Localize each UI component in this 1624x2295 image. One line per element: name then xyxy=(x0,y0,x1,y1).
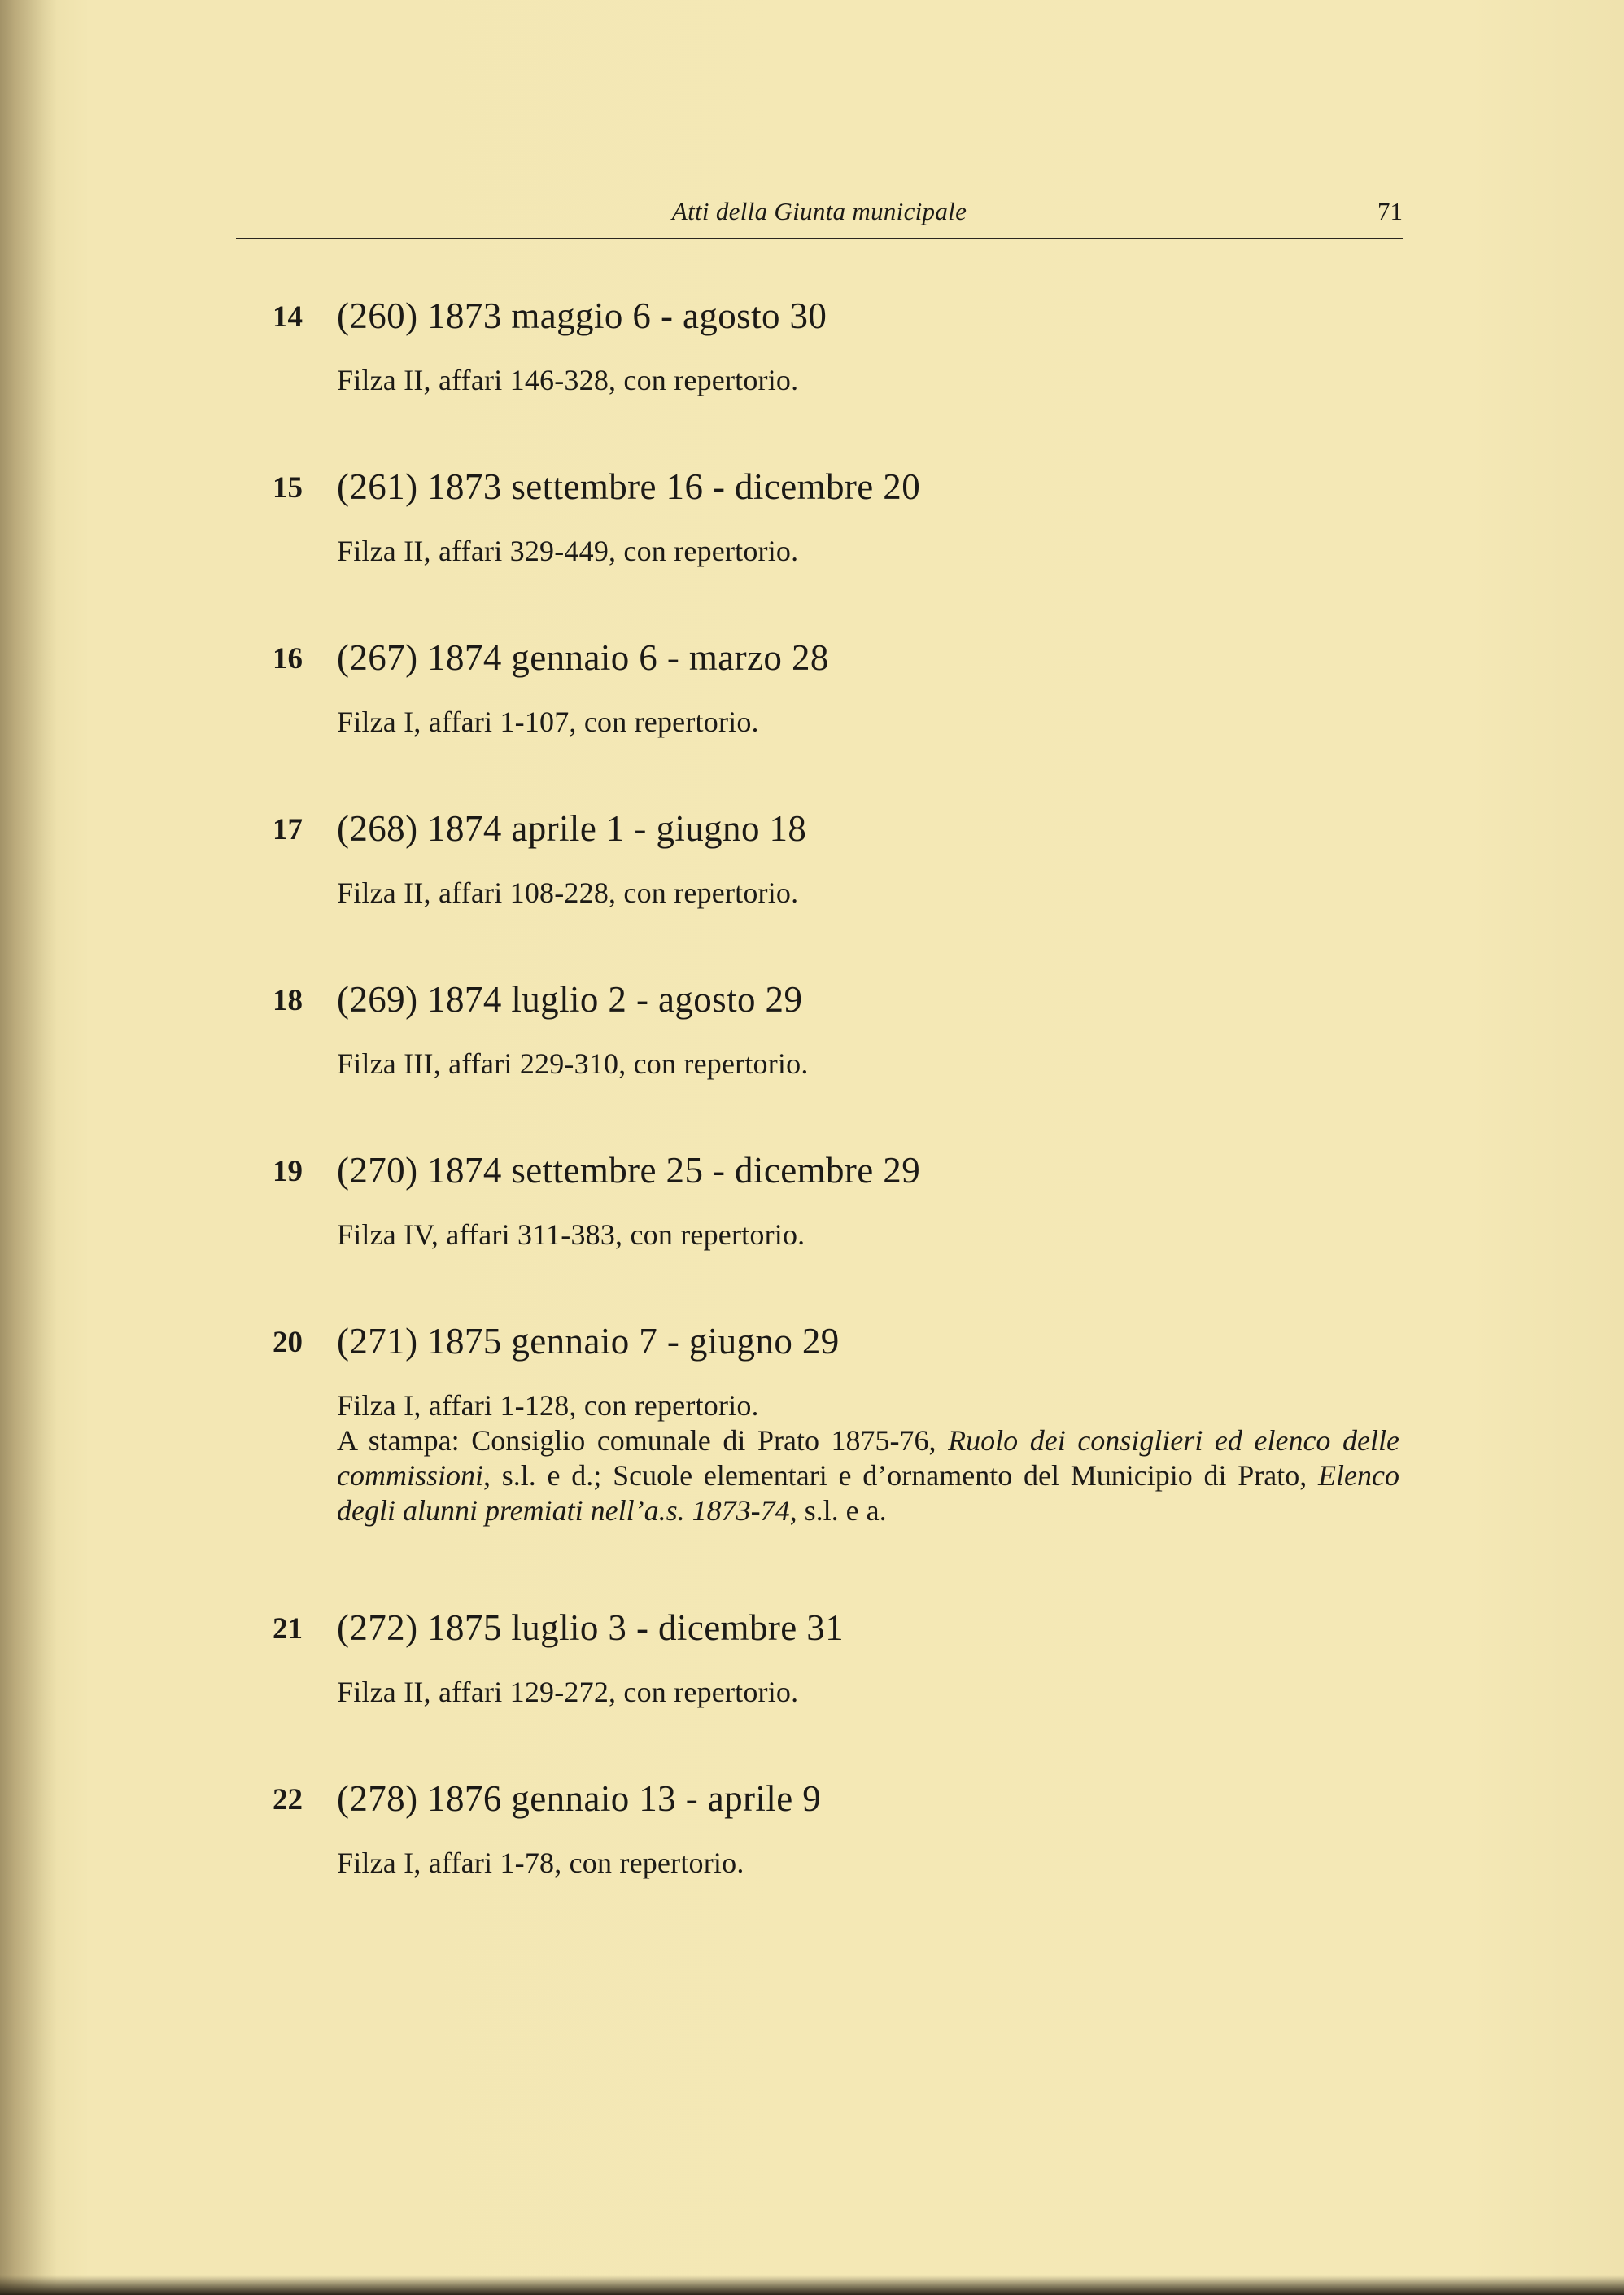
entry-body xyxy=(337,1675,1399,1710)
entry-number: 17 xyxy=(273,813,303,846)
entry-number: 16 xyxy=(273,642,303,675)
entry-description: Filza II, affari 146-328, con repertorio. xyxy=(337,364,799,396)
entry-description: Filza II, affari 129-272, con repertorio. xyxy=(337,1676,799,1708)
entry-description: Filza II, affari 329-449, con repertorio. xyxy=(337,535,799,567)
entry-description: Filza I, affari 1-128, con repertorio. xyxy=(337,1389,759,1422)
entry-heading: (270) 1874 settembre 25 - dicembre 29 xyxy=(337,1150,921,1191)
entry-heading: (268) 1874 aprile 1 - giugno 18 xyxy=(337,808,807,849)
entry-body xyxy=(337,1846,1399,1881)
entry-body xyxy=(337,1388,1399,1528)
entry-description: Filza I, affari 1-78, con repertorio. xyxy=(337,1847,744,1879)
entry-heading: (269) 1874 luglio 2 - agosto 29 xyxy=(337,979,803,1020)
page-header xyxy=(236,197,1403,238)
entry-description: Filza III, affari 229-310, con repertorio. xyxy=(337,1047,809,1080)
entry-heading: (278) 1876 gennaio 13 - aprile 9 xyxy=(337,1778,822,1819)
page-bottom-edge xyxy=(0,2275,1624,2295)
entry-number: 18 xyxy=(273,984,303,1017)
print-note-text: , s.l. e a. xyxy=(789,1494,887,1527)
page-number: 71 xyxy=(1377,197,1403,225)
entry-body xyxy=(337,534,1399,569)
entry-body xyxy=(337,363,1399,398)
entry-number: 14 xyxy=(273,300,303,334)
entry-number: 19 xyxy=(273,1155,303,1188)
print-note-title: Ruolo dei consiglieri ed elenco delle commissioni xyxy=(337,1424,1399,1492)
entry-heading: (272) 1875 luglio 3 - dicembre 31 xyxy=(337,1607,845,1648)
entry-description: Filza IV, affari 311-383, con repertorio. xyxy=(337,1218,805,1251)
running-title: Atti della Giunta municipale xyxy=(671,197,967,225)
print-note xyxy=(337,1423,1399,1528)
entry-body xyxy=(337,1217,1399,1252)
entry-description: Filza I, affari 1-107, con repertorio. xyxy=(337,706,759,738)
entry-heading: (271) 1875 gennaio 7 - giugno 29 xyxy=(337,1321,840,1362)
entry-number: 15 xyxy=(273,471,303,505)
print-note-title: Elenco degli alunni premiati nell’a.s. 1873-74 xyxy=(337,1459,1399,1527)
print-note-text: , s.l. e d.; Scuole elementari e d’ornamento del Municipio di Prato, xyxy=(483,1459,1319,1492)
entry-heading: (261) 1873 settembre 16 - dicembre 20 xyxy=(337,466,921,507)
entry-number: 22 xyxy=(273,1783,303,1816)
print-note-text: A stampa: Consiglio comunale di Prato 1875-76, xyxy=(337,1424,949,1457)
entry-body xyxy=(337,705,1399,740)
entry-body xyxy=(337,876,1399,911)
entry-number: 21 xyxy=(273,1612,303,1646)
entry-heading: (267) 1874 gennaio 6 - marzo 28 xyxy=(337,637,829,678)
entry-description: Filza II, affari 108-228, con repertorio. xyxy=(337,876,799,909)
gutter-shadow xyxy=(0,0,57,2295)
entry-heading: (260) 1873 maggio 6 - agosto 30 xyxy=(337,295,827,336)
entry-number: 20 xyxy=(273,1326,303,1359)
header-rule xyxy=(236,238,1403,239)
entry-body xyxy=(337,1047,1399,1082)
